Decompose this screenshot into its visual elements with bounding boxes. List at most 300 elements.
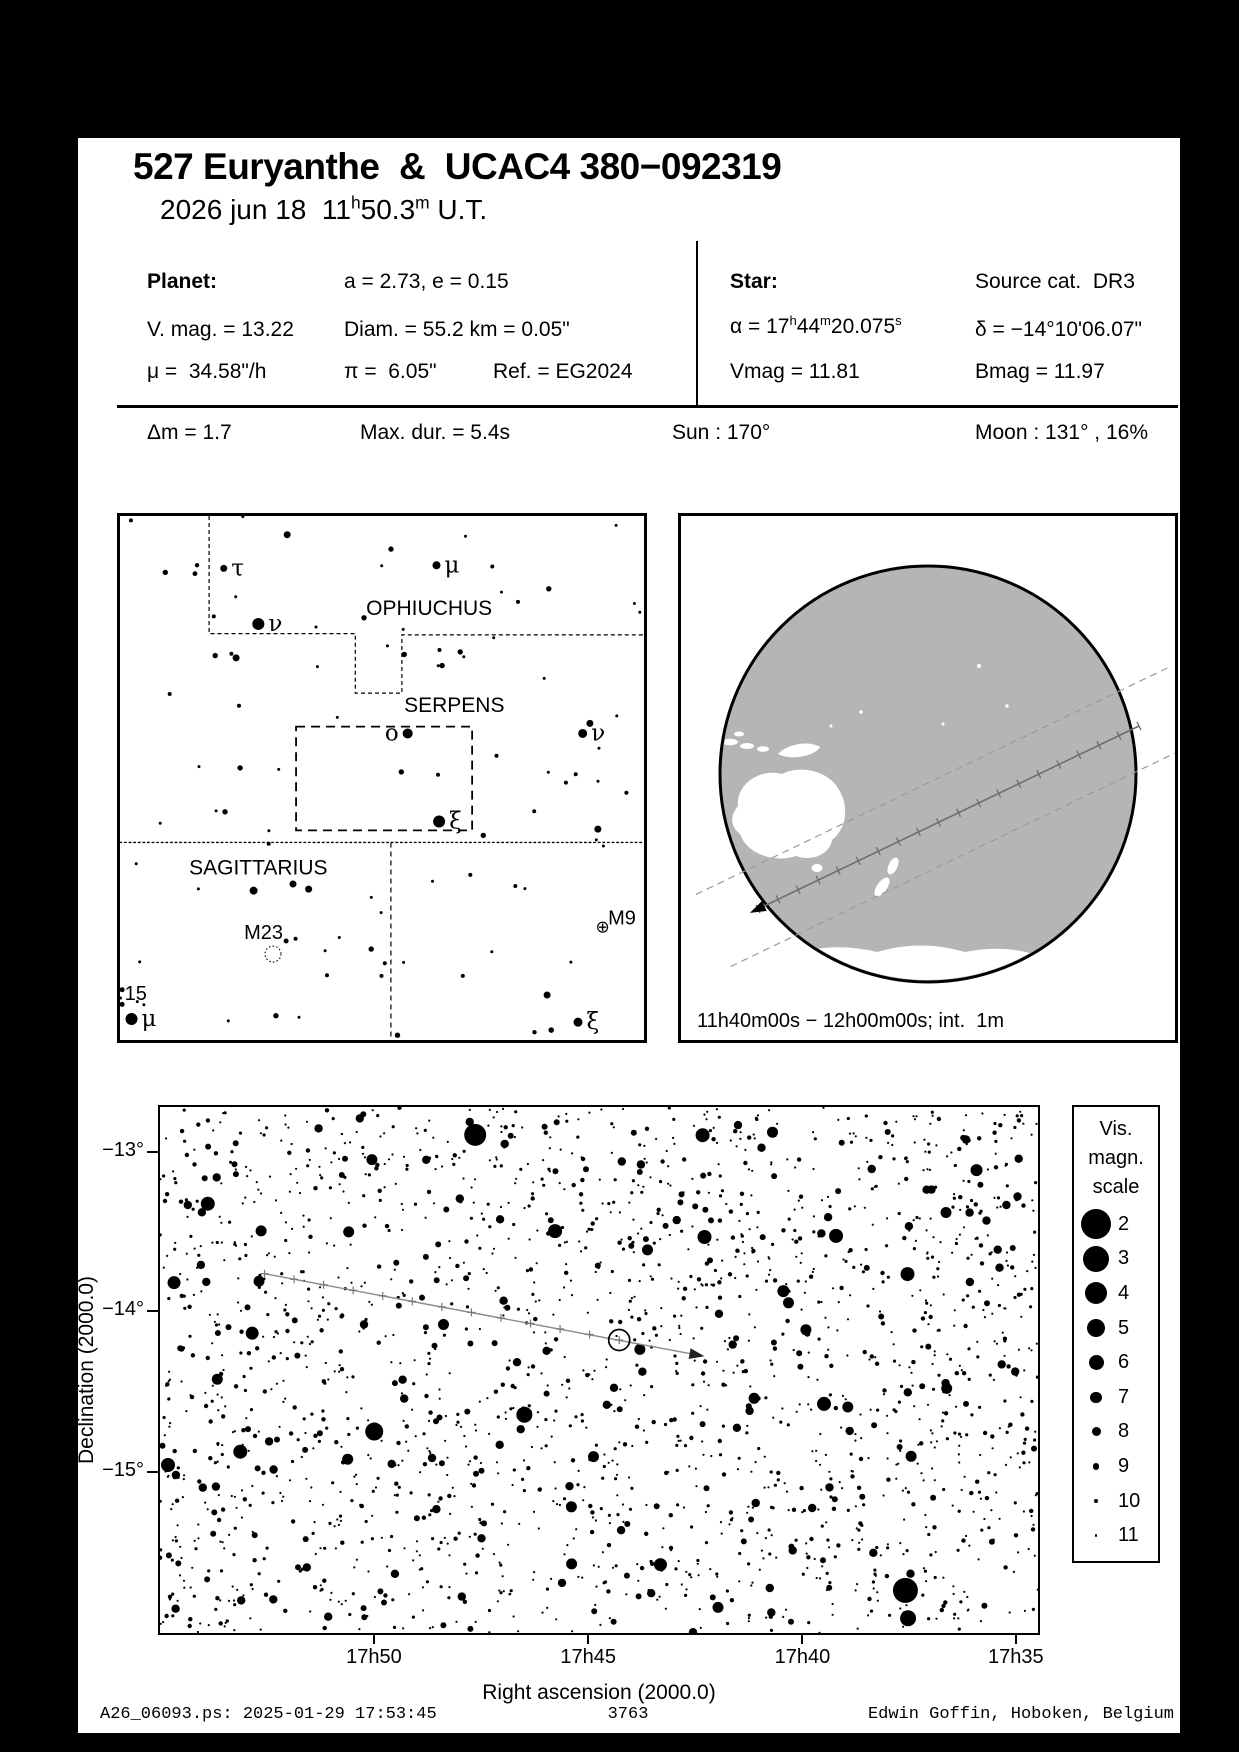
field-star-dot [346, 1417, 349, 1420]
field-star-dot [241, 1428, 245, 1432]
field-star-dot [513, 1615, 515, 1617]
field-star-dot [515, 1178, 517, 1180]
field-star-dot [965, 1208, 973, 1216]
field-star-dot [932, 1363, 934, 1365]
field-star-dot [755, 1461, 757, 1463]
field-star-dot [449, 1513, 451, 1515]
field-star-dot [591, 1378, 593, 1380]
field-star-dot [233, 1243, 236, 1246]
field-star-dot [405, 1441, 407, 1443]
table-divider-line [117, 405, 1178, 408]
field-star-dot [514, 1110, 517, 1113]
field-star-dot [919, 1217, 921, 1219]
field-star-dot [1035, 1123, 1037, 1125]
field-star-dot [367, 1570, 369, 1572]
field-star-dot [581, 1209, 584, 1212]
field-star-dot [435, 1155, 438, 1158]
field-star-dot [719, 1194, 722, 1197]
field-star-dot [183, 1140, 186, 1143]
field-star-dot [999, 1518, 1001, 1520]
field-star-dot [403, 1547, 405, 1549]
field-star-dot [870, 1610, 873, 1613]
field-star-dot [204, 1392, 206, 1394]
field-star-dot [415, 1127, 417, 1129]
field-star-dot [768, 1552, 771, 1555]
field-star-dot [1025, 1426, 1029, 1430]
field-star-dot [339, 1515, 342, 1518]
field-star-dot [233, 1171, 239, 1177]
field-star-dot [533, 1317, 537, 1321]
field-star-dot [284, 531, 291, 538]
star-source-catalog: Source cat. DR3 [975, 270, 1135, 293]
field-star-dot [907, 1491, 910, 1494]
field-star-dot [1010, 1456, 1012, 1458]
field-star-dot [463, 1563, 466, 1566]
field-star-dot [285, 1221, 287, 1223]
field-star-dot [554, 1119, 560, 1125]
field-star-dot [1032, 1608, 1035, 1611]
named-star-dot [578, 729, 587, 738]
field-star-dot [554, 1410, 557, 1413]
field-star-dot [533, 1511, 535, 1513]
field-star-dot [173, 1477, 175, 1479]
field-star-dot [422, 1516, 426, 1520]
field-star-dot [690, 1525, 693, 1528]
field-star-dot [370, 896, 373, 899]
field-star-dot [508, 1238, 510, 1240]
field-star-dot [744, 1149, 746, 1151]
field-star-dot [266, 1254, 268, 1256]
field-star-dot [283, 1609, 287, 1613]
field-star-dot [1030, 1400, 1033, 1403]
field-star-dot [274, 1297, 276, 1299]
field-star-dot [538, 1299, 540, 1301]
field-star-dot [219, 1541, 221, 1543]
ra-minutes: 44 [796, 315, 821, 338]
field-star-dot [705, 1283, 708, 1286]
field-star-dot [274, 1437, 280, 1443]
field-star-dot [428, 1420, 430, 1422]
field-star-dot [262, 1492, 265, 1495]
field-star-dot [899, 1542, 901, 1544]
field-star-dot [844, 1260, 847, 1263]
field-star-dot [905, 1222, 913, 1230]
field-star-dot [333, 1151, 336, 1154]
field-star-dot [183, 1109, 186, 1112]
field-star-dot [172, 1170, 174, 1172]
field-star-dot [223, 1259, 225, 1261]
field-star-dot [963, 1180, 965, 1182]
field-star-dot [306, 1121, 308, 1123]
document-page [75, 138, 1180, 1733]
field-star-dot [448, 1586, 450, 1588]
field-star-dot [334, 1525, 336, 1527]
field-star-dot [536, 1426, 538, 1428]
field-star-dot [702, 1284, 704, 1286]
field-star-dot [718, 1163, 720, 1165]
field-star-dot [439, 663, 444, 668]
field-star-dot [427, 1190, 431, 1194]
field-star-dot [659, 1180, 662, 1183]
field-star-dot [306, 1148, 310, 1152]
field-star-dot [581, 1577, 583, 1579]
field-star-dot [1019, 1111, 1021, 1113]
field-star-dot [787, 1423, 790, 1426]
field-star-dot [864, 1207, 866, 1209]
field-star-dot [755, 1118, 758, 1121]
field-star-dot [335, 1307, 338, 1310]
field-star-dot [220, 1182, 222, 1184]
field-star-dot [1031, 1134, 1033, 1136]
field-star-dot [945, 1391, 947, 1393]
field-star-dot [180, 1557, 182, 1559]
field-star-dot [346, 1267, 348, 1269]
field-star-dot [1013, 1296, 1016, 1299]
field-star-dot [434, 1277, 440, 1283]
field-star-dot [548, 1217, 554, 1223]
field-star-dot [348, 1613, 351, 1616]
field-star-dot [708, 1192, 710, 1194]
field-star-dot [838, 1301, 840, 1303]
magnitude-value-label: 2 [1118, 1212, 1130, 1235]
field-star-dot [573, 1537, 575, 1539]
field-star-dot [323, 1382, 326, 1385]
bright-star-dot [246, 1327, 259, 1340]
field-star-dot [367, 1454, 369, 1456]
field-star-dot [239, 1330, 243, 1334]
legend-dot-cell [1074, 1246, 1118, 1272]
field-star-dot [307, 1288, 310, 1291]
field-star-dot [935, 1551, 937, 1553]
field-star-dot [829, 1477, 832, 1480]
field-star-dot [630, 1316, 633, 1319]
field-star-dot [595, 1271, 597, 1273]
minutes-superscript: m [415, 192, 430, 213]
field-star-dot [337, 1276, 339, 1278]
field-star-dot [260, 1192, 262, 1194]
field-star-dot [279, 1426, 281, 1428]
field-star-dot [645, 1127, 649, 1131]
field-star-dot [284, 1114, 286, 1116]
field-star-dot [836, 1543, 840, 1547]
field-star-dot [135, 862, 138, 865]
field-star-dot [284, 938, 289, 943]
field-star-dot [1023, 1288, 1026, 1291]
field-star-dot [1030, 1287, 1033, 1290]
field-star-dot [752, 1499, 760, 1507]
field-star-dot [419, 1295, 425, 1301]
field-star-dot [827, 1349, 829, 1351]
field-star-dot [559, 1504, 561, 1506]
field-star-dot [425, 1217, 427, 1219]
moon-elongation-phase: Moon : 131° , 16% [975, 421, 1149, 444]
field-star-dot [1014, 1533, 1018, 1537]
field-star-dot [374, 1596, 376, 1598]
field-star-dot [532, 1181, 534, 1183]
field-star-dot [601, 1477, 604, 1480]
field-star-dot [1031, 1527, 1035, 1531]
field-star-dot [658, 1263, 661, 1266]
field-star-dot [336, 1518, 338, 1520]
bright-star-dot [829, 1229, 843, 1243]
field-star-dot [603, 1453, 605, 1455]
field-star-dot [942, 1412, 944, 1414]
date-minutes: 50.3 [360, 194, 416, 225]
field-star-dot [978, 1491, 981, 1494]
field-star-dot [422, 1586, 424, 1588]
field-star-dot [902, 1236, 906, 1240]
field-star-dot [693, 1337, 695, 1339]
field-star-dot [850, 1474, 854, 1478]
field-star-dot [394, 1482, 398, 1486]
field-star-dot [713, 1602, 724, 1613]
field-star-dot [733, 1335, 739, 1341]
field-star-dot [923, 1139, 925, 1141]
field-star-dot [463, 1275, 469, 1281]
field-star-dot [655, 1138, 657, 1140]
field-star-dot [262, 1336, 264, 1338]
field-star-dot [797, 1280, 800, 1283]
field-star-dot [566, 1501, 577, 1512]
field-star-dot [746, 1212, 749, 1215]
field-star-dot [216, 1241, 219, 1244]
planet-orbit-elements: a = 2.73, e = 0.15 [344, 270, 509, 293]
field-star-dot [289, 1431, 293, 1435]
field-star-dot [298, 1016, 301, 1019]
field-star-dot [1020, 1293, 1023, 1296]
field-star-dot [1013, 1571, 1015, 1573]
field-star-dot [395, 1511, 398, 1514]
field-star-dot [623, 1529, 625, 1531]
field-star-dot [388, 1229, 391, 1232]
field-star-dot [1006, 1364, 1010, 1368]
field-star-dot [317, 1319, 319, 1321]
field-star-dot [307, 1300, 309, 1302]
field-star-dot [781, 1407, 783, 1409]
field-star-dot [416, 1132, 418, 1134]
field-star-dot [390, 1535, 393, 1538]
field-star-dot [544, 1131, 548, 1135]
field-star-dot [208, 1456, 212, 1460]
magnitude-scale-legend [1072, 1105, 1160, 1563]
field-star-dot [281, 1500, 283, 1502]
field-star-dot [622, 1521, 624, 1523]
field-star-dot [177, 1524, 179, 1526]
field-star-dot [533, 1331, 535, 1333]
field-star-dot [391, 1153, 393, 1155]
field-star-dot [193, 1595, 196, 1598]
field-star-dot [427, 1352, 430, 1355]
field-star-dot [612, 1567, 614, 1569]
field-star-dot [353, 1476, 355, 1478]
star-bmag: Bmag = 11.97 [975, 360, 1105, 383]
field-star-dot [402, 628, 405, 631]
field-star-dot [440, 1541, 443, 1544]
field-star-dot [448, 1240, 450, 1242]
field-star-dot [160, 1623, 162, 1625]
field-star-dot [872, 1224, 874, 1226]
field-star-dot [678, 1327, 680, 1329]
field-star-dot [644, 1309, 646, 1311]
field-star-dot [291, 1143, 293, 1145]
field-star-dot [966, 1143, 968, 1145]
field-star-dot [895, 1478, 897, 1480]
field-star-dot [303, 1563, 311, 1571]
bright-star-dot [777, 1285, 789, 1297]
field-star-dot [464, 535, 467, 538]
field-star-dot [910, 1372, 912, 1374]
field-star-dot [523, 887, 526, 890]
field-star-dot [630, 1487, 633, 1490]
star-declination: δ = −14°10'06.07" [975, 318, 1143, 341]
field-star-dot [676, 1372, 679, 1375]
field-star-dot [849, 1294, 851, 1296]
field-star-dot [553, 1419, 555, 1421]
field-star-dot [190, 1586, 192, 1588]
field-star-dot [555, 1618, 557, 1620]
field-star-dot [594, 826, 601, 833]
field-star-dot [670, 1277, 672, 1279]
field-star-dot [222, 1112, 224, 1114]
field-star-dot [640, 1191, 643, 1194]
field-star-dot [642, 1244, 653, 1255]
field-star-dot [368, 1301, 370, 1303]
field-star-dot [467, 1288, 469, 1290]
field-star-dot [372, 1109, 374, 1111]
field-star-dot [340, 1520, 342, 1522]
field-star-dot [175, 1539, 178, 1542]
field-star-dot [812, 1131, 814, 1133]
field-star-dot [953, 1593, 955, 1595]
field-star-dot [546, 1588, 549, 1591]
field-star-dot [879, 1310, 881, 1312]
field-star-dot [211, 1242, 213, 1244]
field-star-dot [934, 1446, 936, 1448]
field-star-dot [398, 1376, 406, 1384]
field-star-dot [185, 1410, 187, 1412]
field-star-dot [721, 1383, 725, 1387]
field-star-dot [1011, 1367, 1019, 1375]
field-star-dot [678, 1440, 680, 1442]
field-star-dot [160, 1556, 162, 1560]
field-star-dot [715, 1310, 723, 1318]
field-star-dot [275, 1199, 277, 1201]
field-star-dot [458, 1532, 461, 1535]
field-star-dot [480, 1462, 482, 1464]
field-star-dot [283, 1308, 286, 1311]
field-star-dot [358, 1330, 360, 1332]
field-star-dot [957, 1617, 959, 1619]
field-star-dot [527, 1373, 530, 1376]
field-star-dot [738, 1457, 741, 1460]
field-star-dot [320, 1176, 323, 1179]
field-star-dot [895, 1121, 897, 1123]
field-star-dot [381, 1440, 383, 1442]
field-star-dot [244, 1389, 247, 1392]
field-star-dot [1029, 1509, 1033, 1513]
pacific-island-dot [859, 710, 863, 714]
field-star-dot [483, 1219, 485, 1221]
field-star-dot [325, 1147, 327, 1149]
bright-star-dot [548, 1224, 562, 1238]
field-star-dot [978, 1406, 981, 1409]
field-star-dot [177, 1466, 180, 1469]
legend-entry [1074, 1242, 1158, 1277]
field-star-dot [499, 1564, 502, 1567]
field-star-dot [598, 1566, 600, 1568]
field-star-dot [163, 1267, 165, 1269]
field-star-dot [832, 1507, 836, 1511]
field-star-dot [309, 1343, 311, 1345]
field-star-dot [710, 1455, 712, 1457]
field-star-dot [473, 1455, 477, 1459]
field-star-dot [1004, 1114, 1006, 1116]
field-star-dot [615, 714, 618, 717]
field-star-dot [928, 1151, 931, 1154]
field-star-dot [966, 1257, 969, 1260]
field-star-dot [249, 1169, 251, 1171]
field-star-dot [402, 1209, 404, 1211]
field-star-dot [329, 1186, 332, 1189]
field-star-dot [880, 1554, 882, 1556]
field-star-dot [960, 1436, 962, 1438]
field-star-dot [927, 1617, 930, 1620]
field-star-dot [629, 1508, 632, 1511]
field-star-dot [721, 1533, 723, 1535]
field-star-dot [628, 1279, 631, 1282]
field-star-dot [1017, 1452, 1019, 1454]
field-star-dot [192, 1162, 196, 1166]
field-star-dot [239, 1351, 242, 1354]
field-star-dot [214, 1608, 217, 1611]
field-star-dot [1005, 1260, 1007, 1262]
magnitude-dot [1093, 1463, 1100, 1470]
field-star-dot [270, 1388, 272, 1390]
planet-visual-magnitude: V. mag. = 13.22 [147, 318, 294, 341]
field-star-dot [437, 1547, 440, 1550]
field-star-dot [942, 1577, 944, 1579]
field-star-dot [785, 1609, 787, 1611]
field-star-dot [561, 1384, 563, 1386]
field-star-dot [958, 1445, 960, 1447]
field-star-dot [615, 1564, 618, 1567]
field-star-dot [854, 1205, 856, 1207]
field-star-dot [935, 1618, 937, 1620]
field-star-dot [165, 1137, 167, 1139]
field-star-dot [691, 1412, 694, 1415]
field-star-dot [428, 1513, 431, 1516]
y-axis-tick-label: −14° [102, 1298, 144, 1321]
named-star-dot [432, 561, 440, 569]
field-star-dot [738, 1220, 740, 1222]
field-star-dot [638, 1418, 640, 1420]
field-star-dot [689, 1275, 692, 1278]
field-star-dot [165, 1382, 169, 1386]
legend-dot-cell [1074, 1499, 1118, 1504]
field-star-dot [610, 1404, 612, 1406]
field-star-dot [508, 1202, 510, 1204]
field-star-dot [560, 1149, 562, 1151]
field-star-dot [581, 1156, 583, 1158]
field-star-dot [953, 1617, 955, 1619]
field-star-dot [582, 1499, 584, 1501]
field-star-dot [1010, 1137, 1012, 1139]
field-star-dot [776, 1471, 780, 1475]
field-star-dot [694, 1288, 696, 1290]
field-star-dot [494, 1390, 498, 1394]
bright-star-dot [900, 1610, 916, 1626]
field-star-dot [295, 1168, 297, 1170]
